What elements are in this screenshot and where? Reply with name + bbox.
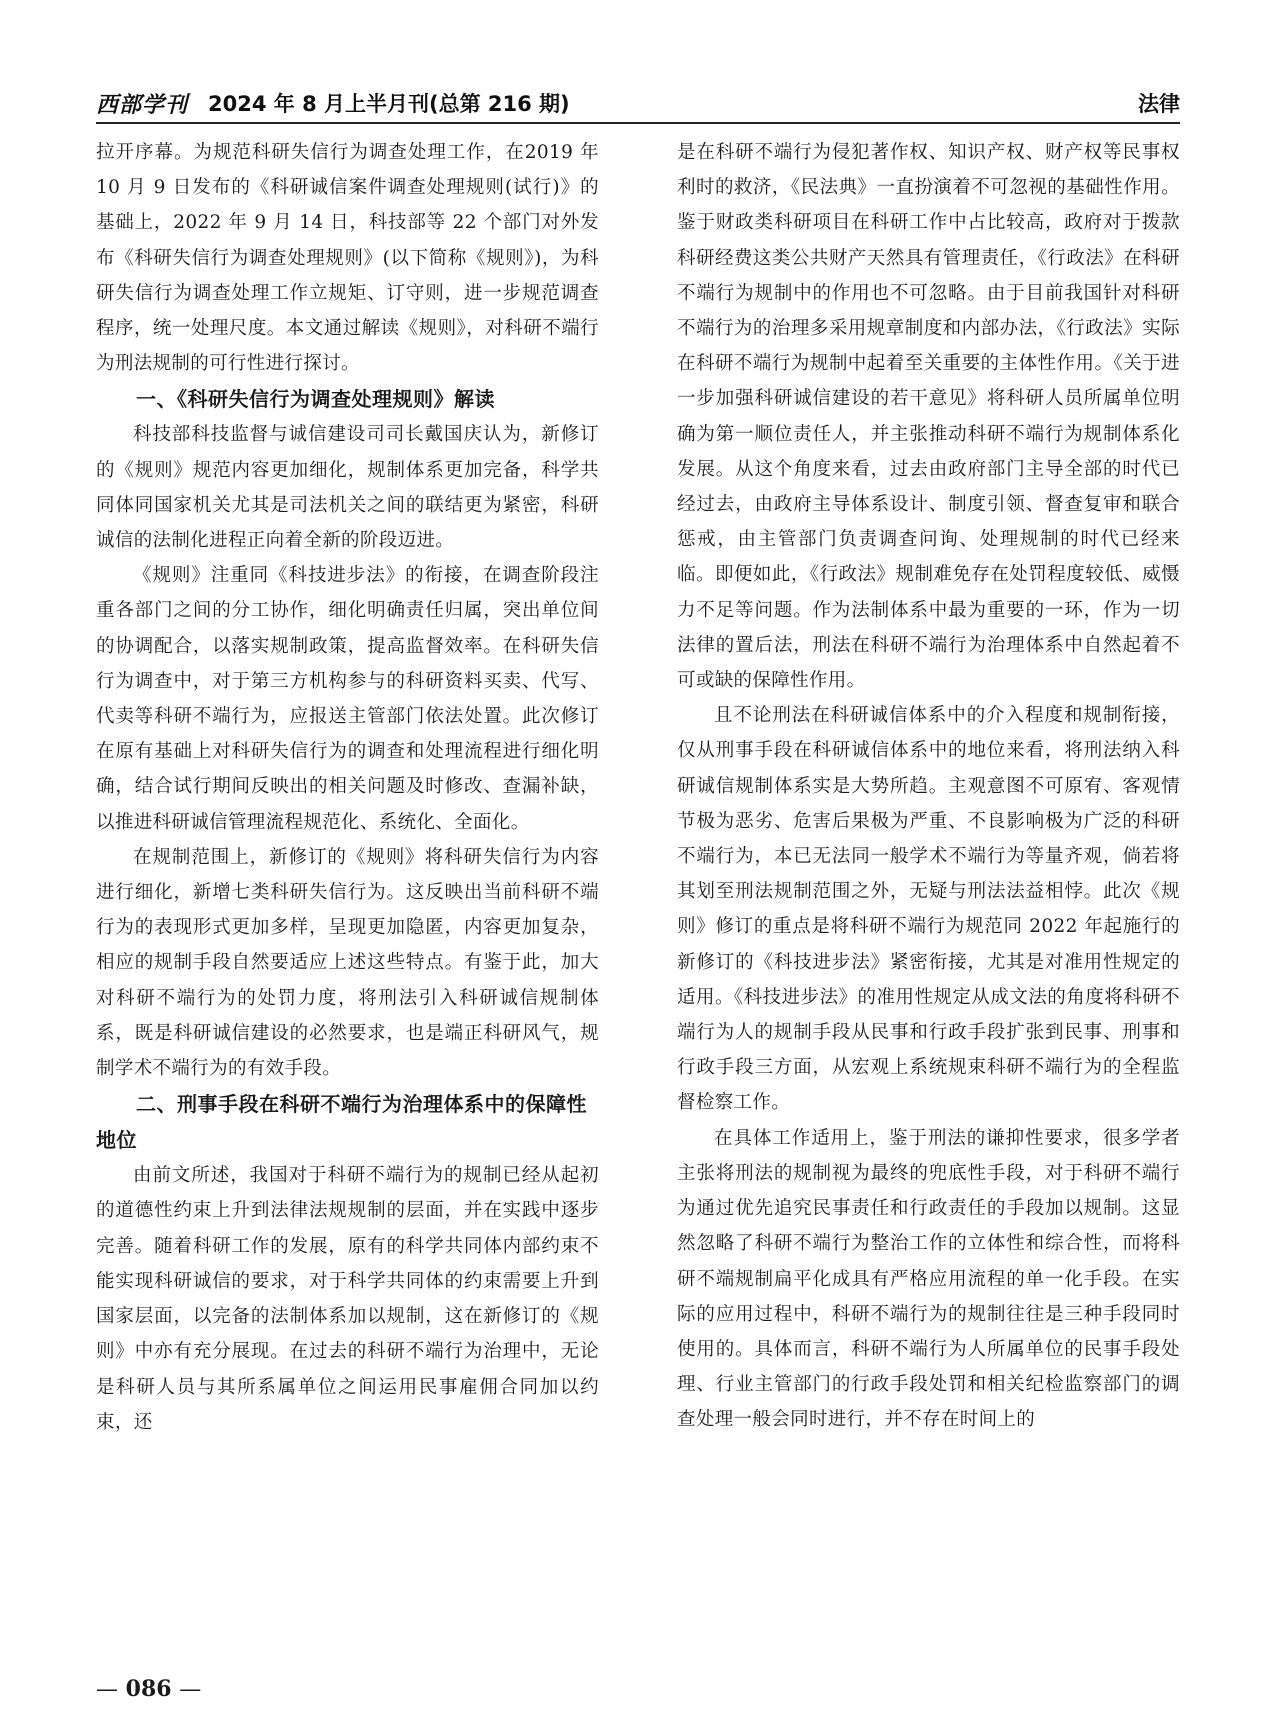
- header-divider: [96, 122, 1180, 124]
- paragraph: 在规制范围上，新修订的《规则》将科研失信行为内容进行细化，新增七类科研失信行为。这反映出当前科研不端行为的表现形式更加多样，呈现更加隐匿，内容更加复杂，相应的规制手段自然要适应上述这些特点。有鉴于此，加大对科研不端行为的处罚力度，将刑法引入科研诚信规制体系，既是科研诚信建设的必然要求，也是端正科研风气，规制学术不端行为的有效手段。: [96, 846, 599, 1080]
- page-dash-left: —: [96, 1677, 118, 1702]
- issue-info: 2024 年 8 月上半月刊(总第 216 期): [208, 92, 570, 116]
- page-dash-right: —: [179, 1677, 202, 1702]
- running-header: [96, 86, 1180, 122]
- section-label: 法律: [1138, 92, 1180, 116]
- section-heading: 一、《科研失信行为调查处理规则》解读: [136, 387, 495, 412]
- left-column: [96, 135, 599, 1655]
- paragraph: 是在科研不端行为侵犯著作权、知识产权、财产权等民事权利时的救济，《民法典》一直扮演着不可忽视的基础性作用。鉴于财政类科研项目在科研工作中占比较高，政府对于拨款科研经费这类公共财产天然具有管理责任，《行政法》在科研不端行为规制中的作用也不可忽略。由于目前我国针对科研不端行为的治理多采用规章制度和内部办法，《行政法》实际在科研不端行为规制中起着至关重要的主体性作用。《关于进一步加强科研诚信建设的若干意见》将科研人员所属单位明确为第一顺位责任人，并主张推动科研不端行为规制体系化发展。从这个角度来看，过去由政府部门主导全部的时代已经过去，由政府主导体系设计、制度引领、督查复审和联合惩戒，由主管部门负责调查问询、处理规制的时代已经来临。即便如此，《行政法》规制难免存在处罚程度较低、威慑力不足等问题。作为法制体系中最为重要的一环，作为一切法律的置后法，刑法在科研不端行为治理体系中自然起着不可或缺的保障性作用。: [677, 142, 1180, 692]
- paragraph: 科技部科技监督与诚信建设司司长戴国庆认为，新修订的《规则》规范内容更加细化，规制体系更加完备，科学共同体同国家机关尤其是司法机关之间的联结更为紧密，科研诚信的法制化进程正向着全新的阶段迈进。: [96, 424, 599, 552]
- paragraph: 且不论刑法在科研诚信体系中的介入程度和规制衔接，仅从刑事手段在科研诚信体系中的地位来看，将刑法纳入科研诚信规制体系实是大势所趋。主观意图不可原宥、客观情节极为恶劣、危害后果极为严重、不良影响极为广泛的科研不端行为，本已无法同一般学术不端行为等量齐观，倘若将其划至刑法规制范围之外，无疑与刑法法益相悖。此次《规则》修订的重点是将科研不端行为规范同 2022 年起施行的新修订的《科技进步法》紧密衔接，尤其是对准用性规定的适用。《科技进步法》的准用性规定从成文法的角度将科研不端行为人的规制手段从民事和行政手段扩张到民事、刑事和行政手段三方面，从宏观上系统规束科研不端行为的全程监督检察工作。: [677, 705, 1180, 1114]
- page-number-value: 086: [125, 1676, 172, 1702]
- paragraph: 在具体工作适用上，鉴于刑法的谦抑性要求，很多学者主张将刑法的规制视为最终的兜底性手段，对于科研不端行为通过优先追究民事责任和行政责任的手段加以规制。这显然忽略了科研不端行为整治工作的立体性和综合性，而将科研不端规制扁平化成具有严格应用流程的单一化手段。在实际的应用过程中，科研不端行为的规制往往是三种手段同时使用的。具体而言，科研不端行为人所属单位的民事手段处理、行业主管部门的行政手段处罚和相关纪检监察部门的调查处理一般会同时进行，并不存在时间上的: [677, 1127, 1180, 1431]
- section-heading: 二、刑事手段在科研不端行为治理体系中的保障性地位: [96, 1092, 587, 1153]
- journal-name: 西部学刊: [96, 92, 189, 118]
- page-number: [96, 1676, 201, 1702]
- paragraph: 由前文所述，我国对于科研不端行为的规制已经从起初的道德性约束上升到法律法规规制的层面，并在实践中逐步完善。随着科研工作的发展，原有的科学共同体内部约束不能实现科研诚信的要求，对于科学共同体的约束需要上升到国家层面，以完备的法制体系加以规制，这在新修订的《规则》中亦有充分展现。在过去的科研不端行为治理中，无论是科研人员与其所系属单位之间运用民事雇佣合同加以约束，还: [96, 1165, 599, 1433]
- paragraph: 《规则》注重同《科技进步法》的衔接，在调查阶段注重各部门之间的分工协作，细化明确责任归属，突出单位间的协调配合，以落实规制政策，提高监督效率。在科研失信行为调查中，对于第三方机构参与的科研资料买卖、代写、代卖等科研不端行为，应报送主管部门依法处置。此次修订在原有基础上对科研失信行为的调查和处理流程进行细化明确，结合试行期间反映出的相关问题及时修改、查漏补缺，以推进科研诚信管理流程规范化、系统化、全面化。: [96, 565, 599, 833]
- right-column: [677, 135, 1180, 1655]
- paragraph: 拉开序幕。为规范科研失信行为调查处理工作，在2019 年 10 月 9 日发布的《科研诚信案件调查处理规则(试行)》的基础上，2022 年 9 月 14 日，科技部等 22 个部门对外发布《科研失信行为调查处理规则》(以下简称《规则》)，为科研失信行为调查处理工作立规矩、订守则，进一步规范调查程序，统一处理尺度。本文通过解读《规则》，对科研不端行为刑法规制的可行性进行探讨。: [96, 142, 599, 375]
